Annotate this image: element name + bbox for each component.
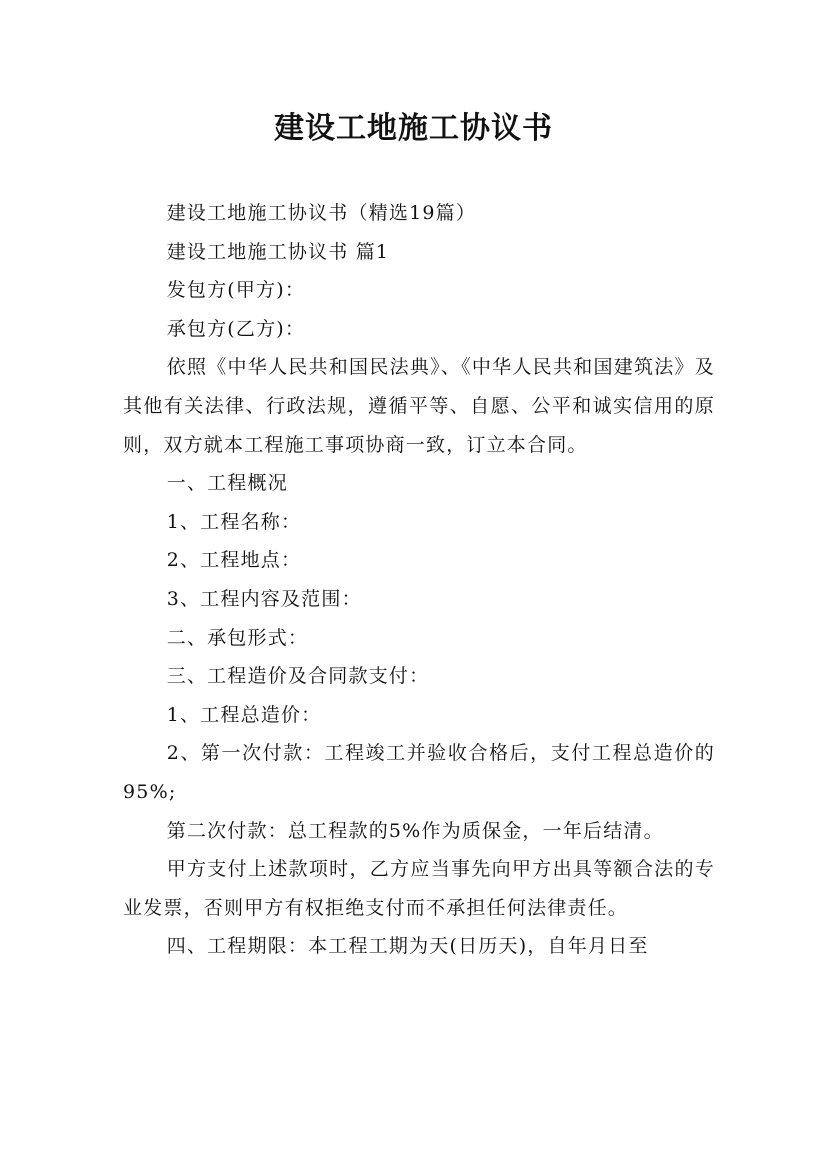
paragraph-preamble: 依照《中华人民共和国民法典》、《中华人民共和国建筑法》及其他有关法律、行政法规，遵循平等、自愿、公平和诚实信用的原则，双方就本工程施工事项协商一致，订立本合同。: [123, 356, 715, 456]
paragraph-invoice: 甲方支付上述款项时，乙方应当事先向甲方出具等额合法的专业发票，否则甲方有权拒绝支付而不承担任何法律责任。: [123, 858, 715, 919]
paragraph-project-term: 四、工程期限：本工程工期为天(日历天)，自年月日至: [166, 935, 649, 958]
paragraph-contract-form: 二、承包形式：: [166, 626, 309, 649]
paragraph-project-scope: 3、工程内容及范围：: [166, 587, 362, 610]
paragraph-total-cost: 1、工程总造价：: [166, 703, 322, 726]
document-body: [123, 194, 715, 966]
paragraph-party-a: 发包方(甲方)：: [166, 279, 306, 302]
paragraph-project-location: 2、工程地点：: [166, 549, 302, 572]
paragraph-section-heading: 建设工地施工协议书 篇1: [166, 240, 390, 263]
paragraph-project-overview: 一、工程概况: [166, 472, 288, 495]
paragraph-second-payment: 第二次付款：总工程款的5%作为质保金，一年后结清。: [166, 819, 664, 842]
paragraph-first-payment: 2、第一次付款：工程竣工并验收合格后，支付工程总造价的95%;: [123, 742, 715, 803]
paragraph-cost-payment: 三、工程造价及合同款支付：: [166, 665, 430, 688]
document-title: 建设工地施工协议书: [274, 111, 553, 146]
paragraph-party-b: 承包方(乙方)：: [166, 317, 306, 340]
paragraph-subtitle: 建设工地施工协议书（精选19篇）: [166, 202, 477, 224]
paragraph-project-name: 1、工程名称：: [166, 510, 302, 533]
